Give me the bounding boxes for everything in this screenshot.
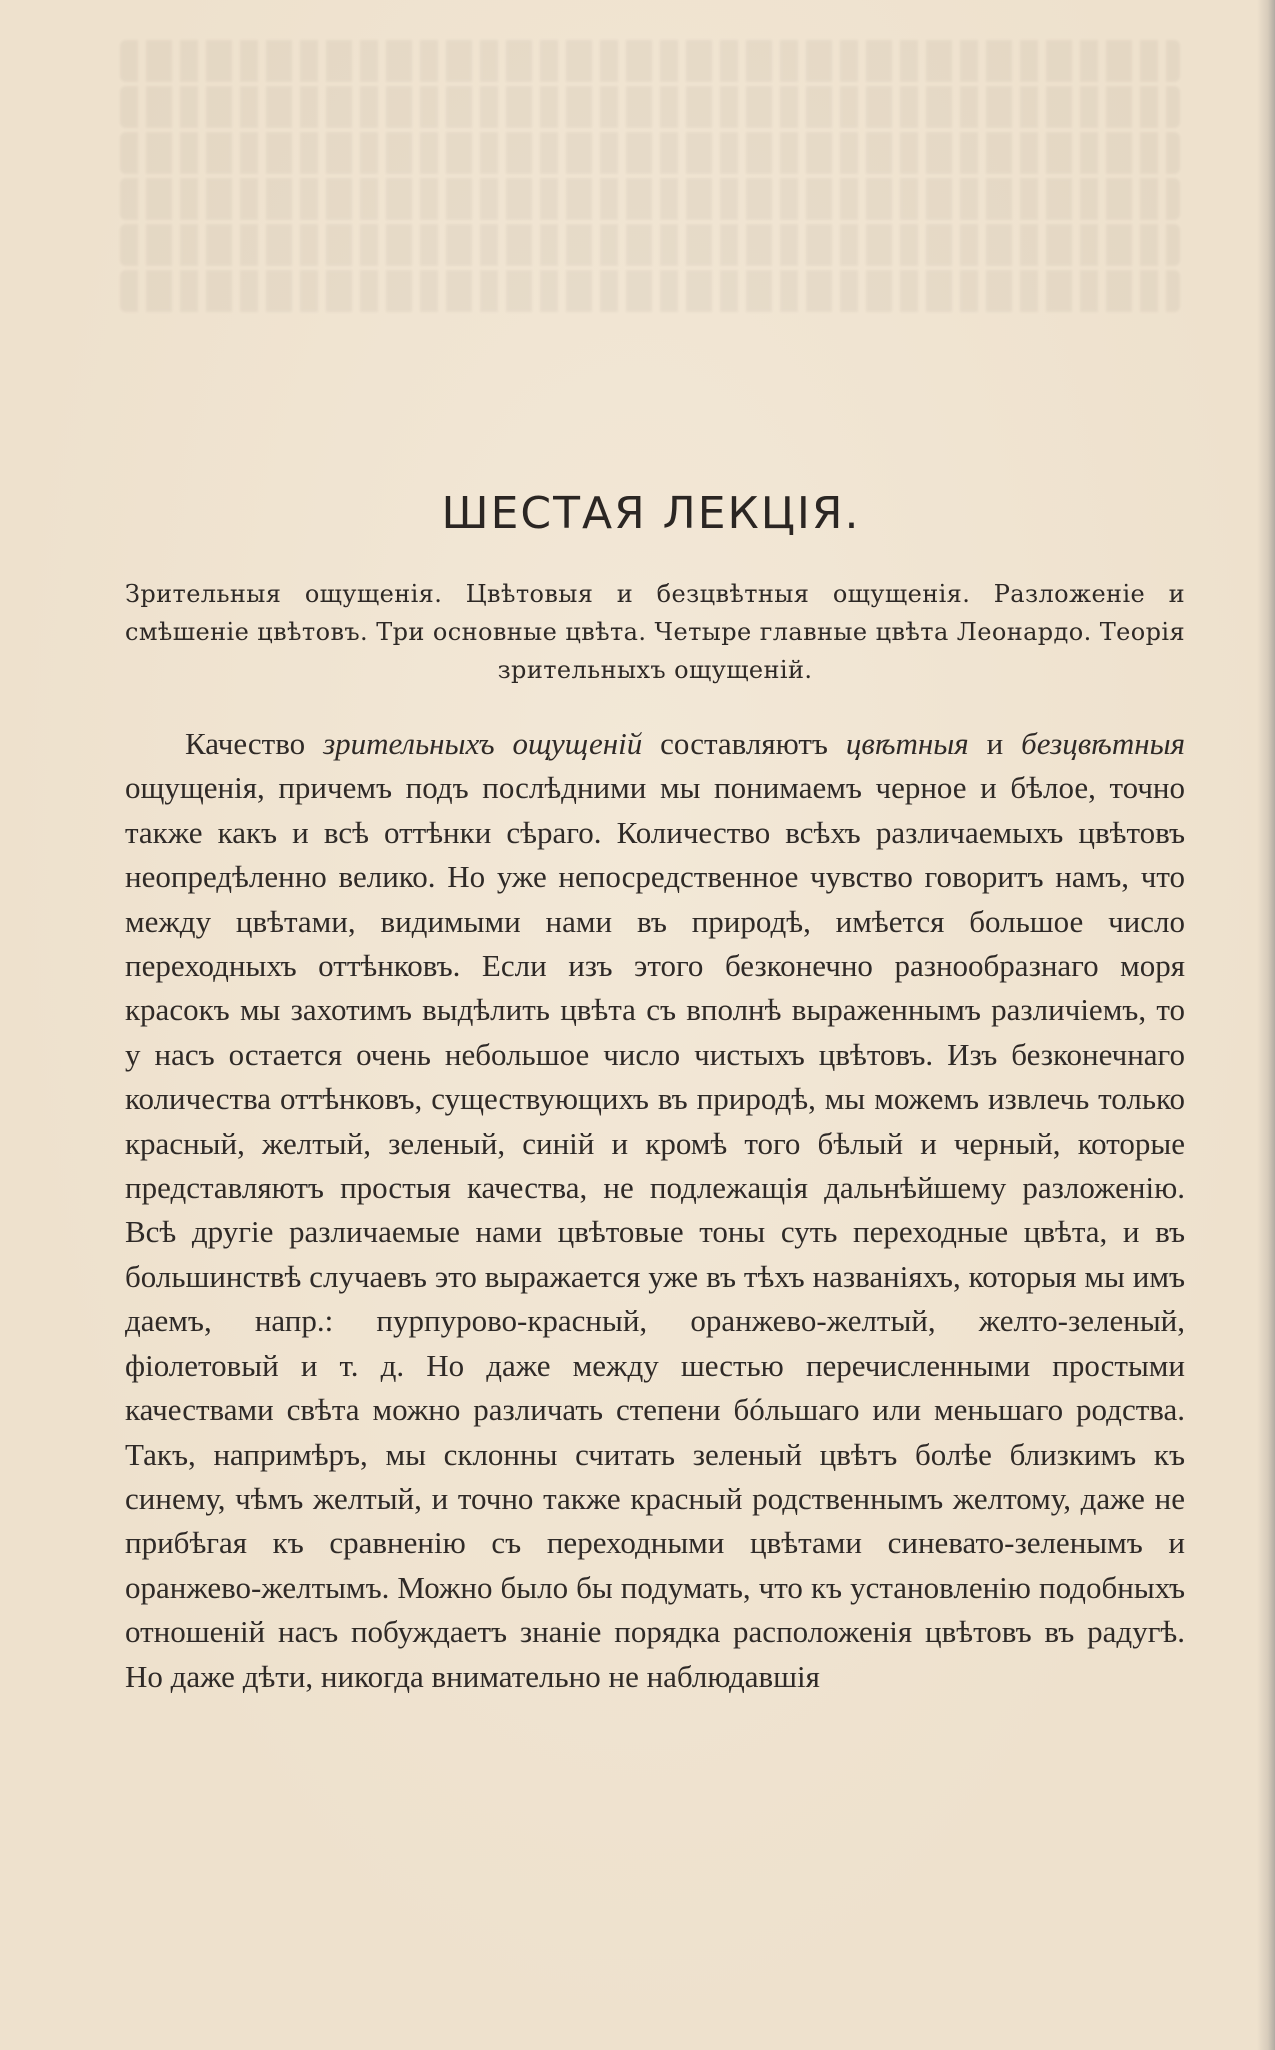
- lecture-title: ШЕСТАЯ ЛЕКЦІЯ.: [441, 488, 861, 539]
- chapter-summary: Зрительныя ощущенія. Цвѣтовыя и безцвѣтныя ощущенія. Разложеніе и смѣшеніе цвѣтовъ. Три основные цвѣта. Четыре главные цвѣта Леонардо. Теорія зрительныхъ ощущеній.: [125, 580, 1185, 684]
- body-text-segment: ощущенія, причемъ подъ послѣдними мы понимаемъ черное и бѣлое, точно также какъ и всѣ оттѣнки сѣраго. Количество всѣхъ различаемыхъ цвѣтовъ неопредѣленно велико. Но уже непосредственное чувство говоритъ намъ, что между цвѣтами, видимыми нами въ природѣ, имѣется большое число переходныхъ оттѣнковъ. Если изъ этого безконечно разнообразнаго моря красокъ мы захотимъ выдѣлить цвѣта съ вполнѣ выраженнымъ различіемъ, то у насъ остается очень небольшое число чистыхъ цвѣтовъ. Изъ безконечнаго количества оттѣнковъ, существующихъ въ природѣ, мы можемъ извлечь только красный, желтый, зеленый, синій и кромѣ того бѣлый и черный, которые представляютъ простыя качества, не подлежащія дальнѣйшему разложенію. Всѣ другіе различаемые нами цвѣтовые тоны суть переходные цвѣта, и въ большинствѣ случаевъ это выражается уже въ тѣхъ названіяхъ, которыя мы имъ даемъ, напр.: пурпурово-красный, оранжево-желтый, желто-зеленый, фіолетовый и т. д. Но даже между шестью перечисленными простыми качествами свѣта можно различать степени бóльшаго или меньшаго родства. Такъ, напримѣръ, мы склонны считать зеленый цвѣтъ болѣе близкимъ къ синему, чѣмъ желтый, и точно также красный родственнымъ желтому, даже не прибѣгая къ сравненію съ переходными цвѣтами синевато-зеленымъ и оранжево-желтымъ. Можно было бы подумать, что къ установленію подобныхъ отношеній насъ побуждаетъ знаніе порядка расположенія цвѣтовъ въ радугѣ. Но даже дѣти, никогда внимательно не наблюдавшія: [125, 770, 1185, 1694]
- term-visual-sensations: зрительныхъ ощущеній: [323, 726, 643, 761]
- body-text-segment: Качество: [185, 726, 324, 761]
- show-through-text: [120, 40, 1180, 340]
- body-paragraph: [125, 722, 1185, 1699]
- page-edge-shadow: [1257, 0, 1275, 2050]
- term-colored: цвѣтныя: [845, 726, 969, 761]
- term-colorless: безцвѣтныя: [1021, 726, 1185, 761]
- body-text-segment: и: [968, 726, 1022, 761]
- body-text-segment: составляютъ: [642, 726, 846, 761]
